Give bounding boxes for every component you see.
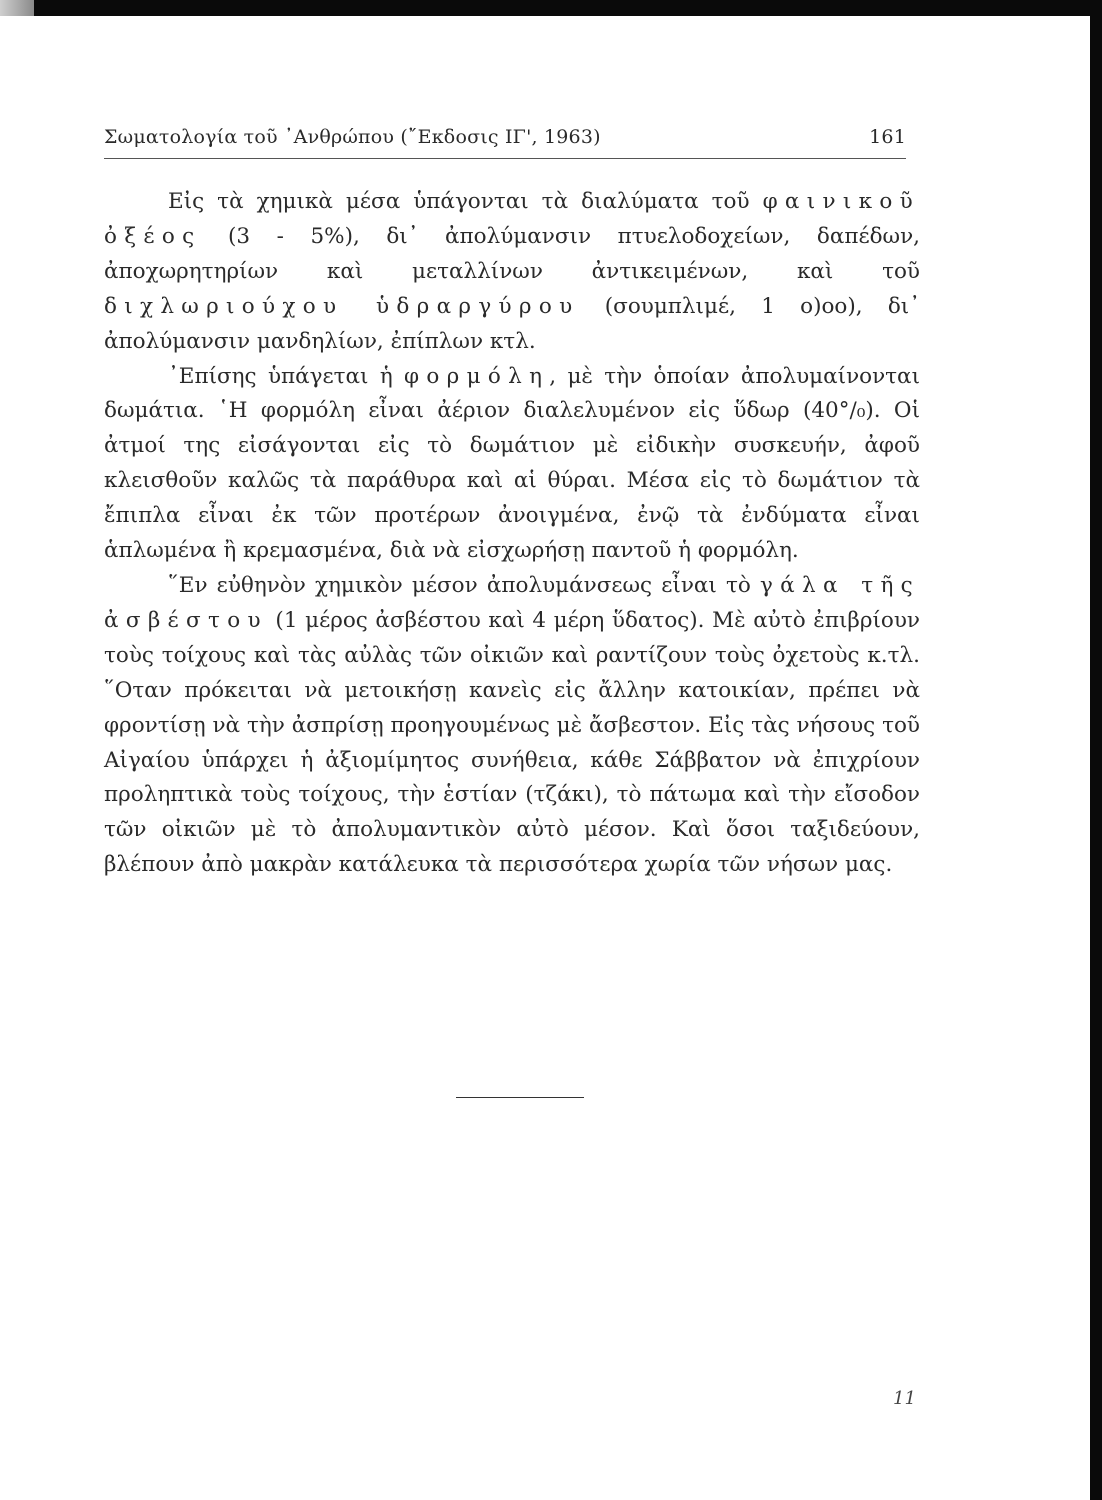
running-header-title: Σωματολογία τοῦ ᾿Ανθρώπου (῎Εκδοσις ΙΓ', 1963) [104, 126, 601, 148]
term-phenolic-acid: φαινικοῦ ὀξέος [104, 189, 920, 249]
term-formalin: φορμόλη [404, 363, 550, 389]
paragraph-phenol-sublimate [104, 185, 920, 360]
section-end-rule [456, 1097, 584, 1098]
paragraph-1-text: Εἰς τὰ χημικὰ μέσα ὑπάγονται τὰ διαλύματα τοῦ [168, 189, 763, 214]
paragraph-lime-milk [104, 569, 920, 883]
running-header [104, 126, 906, 156]
paragraph-2-text: , μὲ τὴν ὁποίαν ἀπολυμαίνονται δωμάτια. ῾Η φορμόλη εἶναι ἀέριον διαλελυμένον εἰς ὕδωρ (40°/₀). Οἱ ἀτμοί της εἰσάγονται εἰς τὸ δωμάτιον μὲ εἰδικὴν συσκευήν, ἀφοῦ κλεισθοῦν καλῶς τὰ παράθυρα καὶ αἱ θύραι. Μέσα εἰς τὸ δωμάτιον τὰ ἔπιπλα εἶναι ἐκ τῶν προτέρων ἀνοιγμένα, ἐνῷ τὰ ἐνδύματα εἶναι ἁπλωμένα ἢ κρεμασμένα, διὰ νὰ εἰσχωρήσῃ παντοῦ ἡ φορμόλη. [104, 363, 920, 564]
scan-corner-mark [0, 0, 34, 16]
scan-border-top [0, 0, 1102, 16]
paragraph-1-text: (σουμπλιμέ, 1 ο)οο), δι᾿ ἀπολύμανσιν μανδηλίων, ἐπίπλων κτλ. [104, 293, 920, 354]
printer-signature-mark: 11 [893, 1388, 916, 1409]
term-milk-of-lime: γάλα τῆς ἀσβέστου [104, 572, 920, 633]
paragraph-formalin [104, 360, 920, 569]
page-number: 161 [869, 126, 906, 148]
term-mercuric-chloride: διχλωριούχου ὑδραργύρου [104, 293, 580, 319]
header-rule [104, 158, 906, 159]
scan-border-right [1090, 0, 1102, 1500]
paragraph-3-text: (1 μέρος ἀσβέστου καὶ 4 μέρη ὕδατος). Μὲ αὐτὸ ἐπιβρίουν τοὺς τοίχους καὶ τὰς αὐλὰς τῶν οἰκιῶν καὶ ραντίζουν τοὺς ὀχετοὺς κ.τλ. ῞Οταν πρόκειται νὰ μετοικήσῃ κανεὶς εἰς ἄλλην κατοικίαν, πρέπει νὰ φροντίσῃ νὰ τὴν ἀσπρίσῃ προηγουμένως μὲ ἄσβεστον. Εἰς τὰς νήσους τοῦ Αἰγαίου ὑπάρχει ἡ ἀξιομίμητος συνήθεια, κάθε Σάββατον νὰ ἐπιχρίουν προληπτικὰ τοὺς τοίχους, τὴν ἑστίαν (τζάκι), τὸ πάτωμα καὶ τὴν εἴσοδον τῶν οἰκιῶν μὲ τὸ ἀπολυμαντικὸν αὐτὸ μέσον. Καὶ ὅσοι ταξιδεύουν, βλέπουν ἀπὸ μακρὰν κατάλευκα τὰ περισσότερα χωρία τῶν νήσων μας. [104, 607, 920, 878]
paragraph-2-text: ᾿Επίσης ὑπάγεται ἡ [168, 363, 405, 389]
paragraph-1-text: (3 - 5%), δι᾿ ἀπολύμανσιν πτυελοδοχείων, δαπέδων, ἀποχωρητηρίων καὶ μεταλλίνων ἀντικειμένων, καὶ τοῦ [104, 223, 920, 284]
body-text [104, 185, 920, 883]
paragraph-3-text: ῞Εν εὐθηνὸν χημικὸν μέσον ἀπολυμάνσεως εἶναι τὸ [168, 572, 761, 598]
